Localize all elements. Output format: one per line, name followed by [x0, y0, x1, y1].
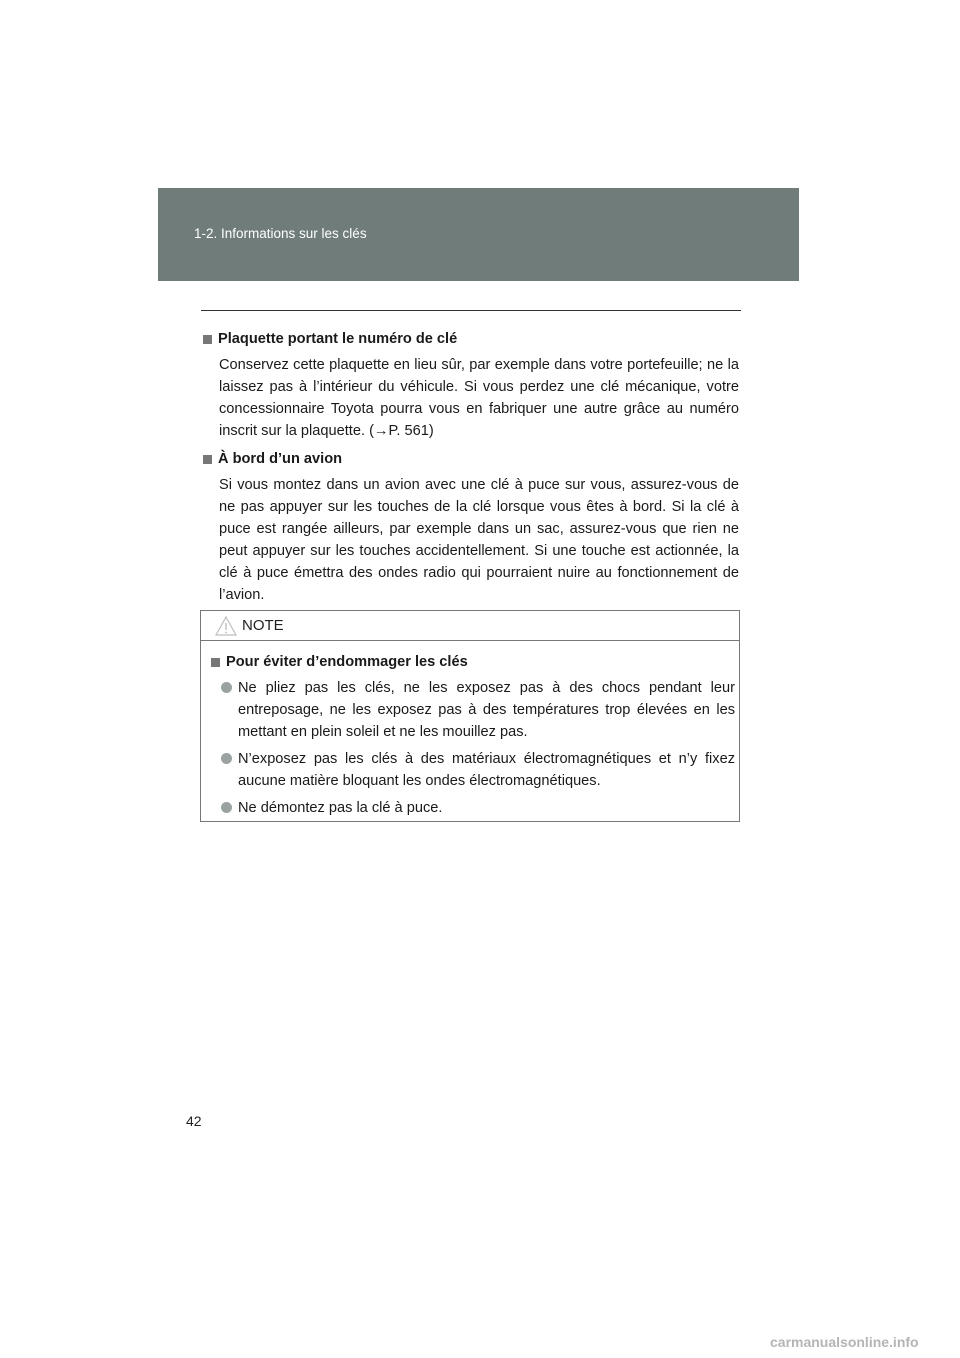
- section-heading: [203, 328, 739, 350]
- heading-text: À bord d’un avion: [218, 451, 343, 467]
- section-header: [158, 188, 799, 281]
- heading-text: Pour éviter d’endommager les clés: [226, 654, 468, 670]
- circle-bullet-icon: [221, 802, 232, 813]
- circle-bullet-icon: [221, 753, 232, 764]
- square-bullet-icon: [203, 335, 212, 344]
- square-bullet-icon: [211, 658, 220, 667]
- section-title: 1-2. Informations sur les clés: [194, 226, 367, 241]
- list-item: [221, 677, 735, 743]
- watermark: carmanualsonline.info: [770, 1334, 919, 1350]
- circle-bullet-icon: [221, 682, 232, 693]
- list-item-text: Ne pliez pas les clés, ne les exposez pas à des chocs pendant leur entreposage, ne les exposez pas à des températures trop élevées en les mettant en plein soleil et ne les mouillez pas.: [238, 680, 735, 740]
- warning-triangle-icon: [215, 616, 237, 636]
- section-heading: [203, 448, 739, 470]
- note-label: NOTE: [242, 617, 284, 634]
- page-number: 42: [186, 1113, 202, 1129]
- list-item-text: N’exposez pas les clés à des matériaux électromagnétiques et n’y fixez aucune matière bloquant les ondes électromagnétiques.: [238, 751, 735, 789]
- note-box: [200, 610, 740, 822]
- note-heading: [211, 651, 735, 673]
- note-header: [201, 611, 739, 641]
- heading-text: Plaquette portant le numéro de clé: [218, 331, 458, 347]
- list-item: [221, 748, 735, 792]
- section-paragraph: Si vous montez dans un avion avec une clé à puce sur vous, assurez-vous de ne pas appuyer sur les touches de la clé lorsque vous êtes à bord. Si la clé à puce est rangée ailleurs, par exemple dans un sac, assurez-vous que rien ne peut appuyer sur les touches accidentellement. Si une touche est actionnée, la clé à puce émettra des ondes radio qui pourraient nuire au fonctionnement de l’avion.: [219, 477, 739, 603]
- divider: [201, 310, 741, 311]
- main-content: [203, 328, 739, 612]
- list-item: [221, 797, 735, 819]
- section-paragraph: Conservez cette plaquette en lieu sûr, par exemple dans votre portefeuille; ne la laissez pas à l’intérieur du véhicule. Si vous perdez une clé mécanique, votre concessionnaire Toyota pourra vous en fabriquer une autre grâce au numéro inscrit sur la plaquette. (→P. 561): [219, 357, 739, 439]
- square-bullet-icon: [203, 455, 212, 464]
- note-body: [211, 651, 735, 824]
- list-item-text: Ne démontez pas la clé à puce.: [238, 800, 443, 816]
